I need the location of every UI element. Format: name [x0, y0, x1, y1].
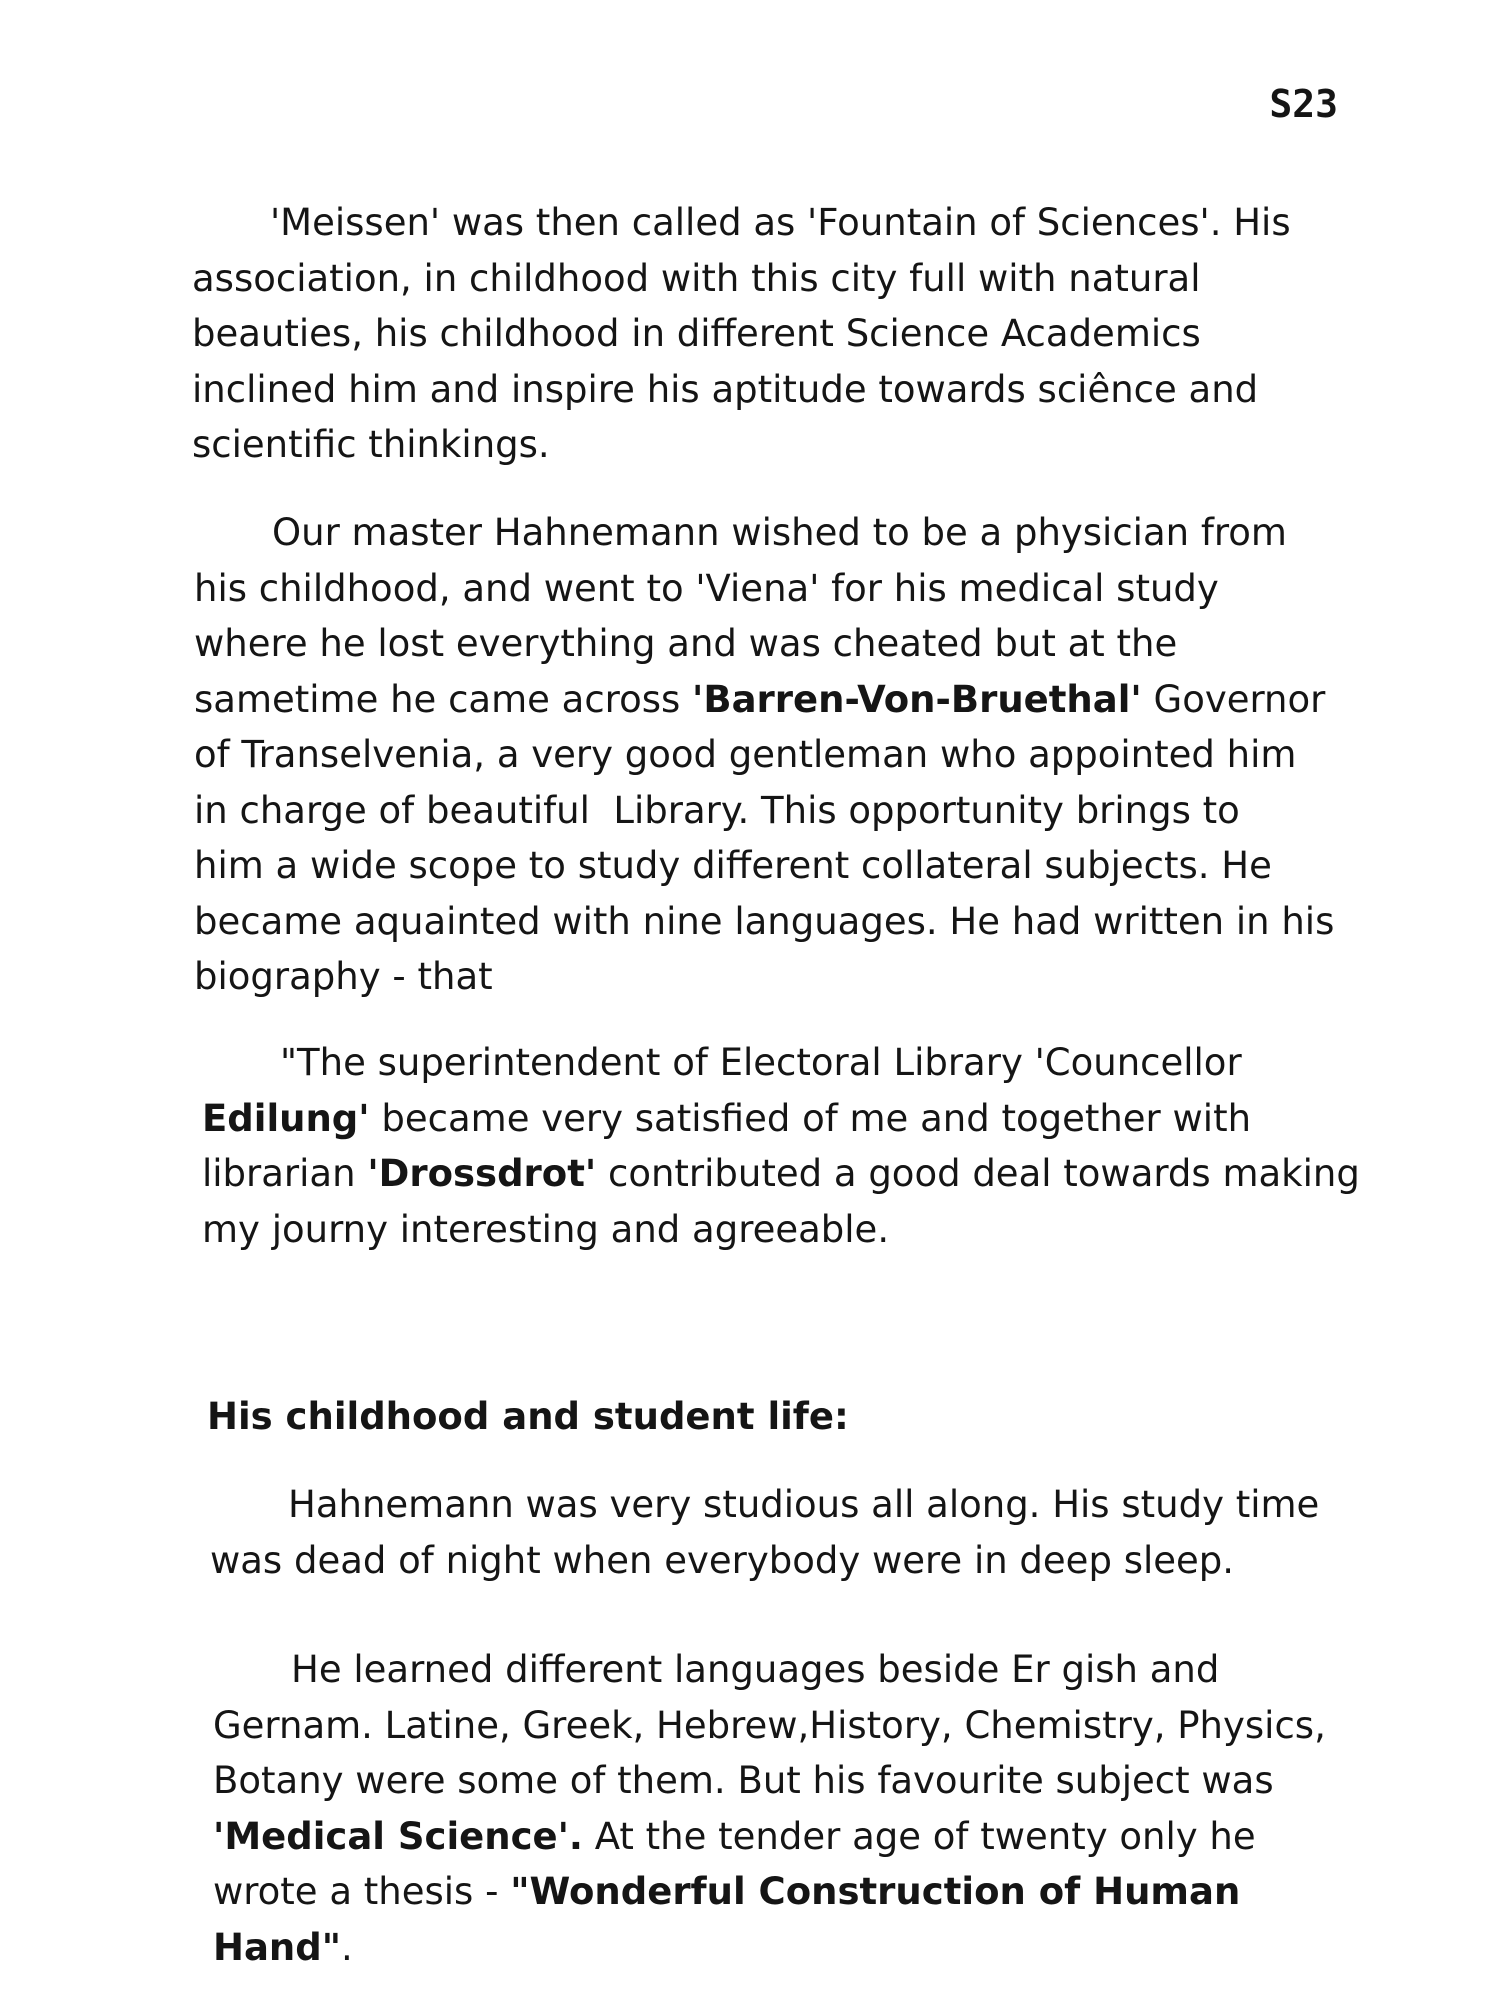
bold-medical-science: 'Medical Science'. — [213, 1814, 583, 1858]
text-line: him a wide scope to study different collateral subjects. He — [194, 844, 1272, 887]
text-segment: contributed a good deal towards making — [596, 1152, 1360, 1195]
text-line: became aquainted with nine languages. He had written in his — [194, 899, 1335, 943]
text-line: in charge of beautiful Library. This opportunity brings to — [194, 788, 1240, 832]
text-line: biography - that — [194, 955, 493, 998]
text-line — [194, 672, 1394, 728]
page-number: S23 — [1269, 82, 1338, 126]
text-line — [213, 1809, 1413, 1865]
text-line — [202, 1091, 1402, 1147]
bold-thesis-title-end: Hand" — [213, 1925, 342, 1969]
text-line: He learned different languages beside Er gish and — [291, 1648, 1220, 1691]
text-line: scientific thinkings. — [192, 423, 550, 466]
paragraph-physician — [194, 505, 1394, 1005]
text-line: "The superintendent of Electoral Library 'Councellor — [280, 1041, 1242, 1084]
paragraph-quote — [202, 1035, 1402, 1257]
text-line — [202, 1146, 1402, 1202]
text-segment: became very satisfied of me and together with — [369, 1096, 1252, 1140]
bold-thesis-title: "Wonderful Construction of Human — [510, 1870, 1241, 1913]
text-line: Gernam. Latine, Greek, Hebrew,History, Chemistry, Physics, — [213, 1703, 1326, 1747]
bold-name-barren: 'Barren-Von-Bruethal' — [692, 677, 1142, 721]
text-line — [213, 1864, 1413, 1920]
text-line: was dead of night when everybody were in deep sleep. — [210, 1538, 1235, 1582]
text-line: 'Meissen' was then called as 'Fountain of Sciences'. His — [270, 201, 1291, 244]
text-line: my journy interesting and agreeable. — [202, 1207, 890, 1251]
bold-name-drossdrot: 'Drossdrot' — [367, 1152, 597, 1195]
text-line: his childhood, and went to 'Viena' for his medical study — [194, 566, 1219, 610]
text-segment: Governor — [1141, 677, 1326, 721]
text-segment: sametime he came across — [194, 677, 693, 721]
text-line: association, in childhood with this city full with natural — [192, 256, 1201, 300]
text-line — [213, 1920, 1413, 1976]
text-line: inclined him and inspire his aptitude towards sciênce and — [192, 367, 1259, 411]
paragraph-languages — [213, 1642, 1413, 1975]
text-line: where he lost everything and was cheated but at the — [194, 622, 1178, 665]
text-segment: wrote a thesis - — [213, 1870, 511, 1913]
text-segment: librarian — [202, 1152, 368, 1195]
paragraph-studious — [210, 1477, 1410, 1588]
text-line: Our master Hahnemann wished to be a physician from — [272, 511, 1287, 554]
text-line: Botany were some of them. But his favourite subject was — [213, 1759, 1274, 1802]
text-line: beauties, his childhood in different Science Academics — [192, 312, 1201, 355]
paragraph-meissen — [192, 195, 1392, 473]
text-segment: At the tender age of twenty only he — [582, 1814, 1256, 1858]
text-line: of Transelvenia, a very good gentleman who appointed him — [194, 733, 1297, 776]
bold-name-edilung: Edilung' — [202, 1096, 370, 1140]
text-segment: . — [341, 1925, 353, 1969]
section-heading: His childhood and student life: — [207, 1395, 849, 1438]
text-line: Hahnemann was very studious all along. His study time — [288, 1483, 1320, 1526]
